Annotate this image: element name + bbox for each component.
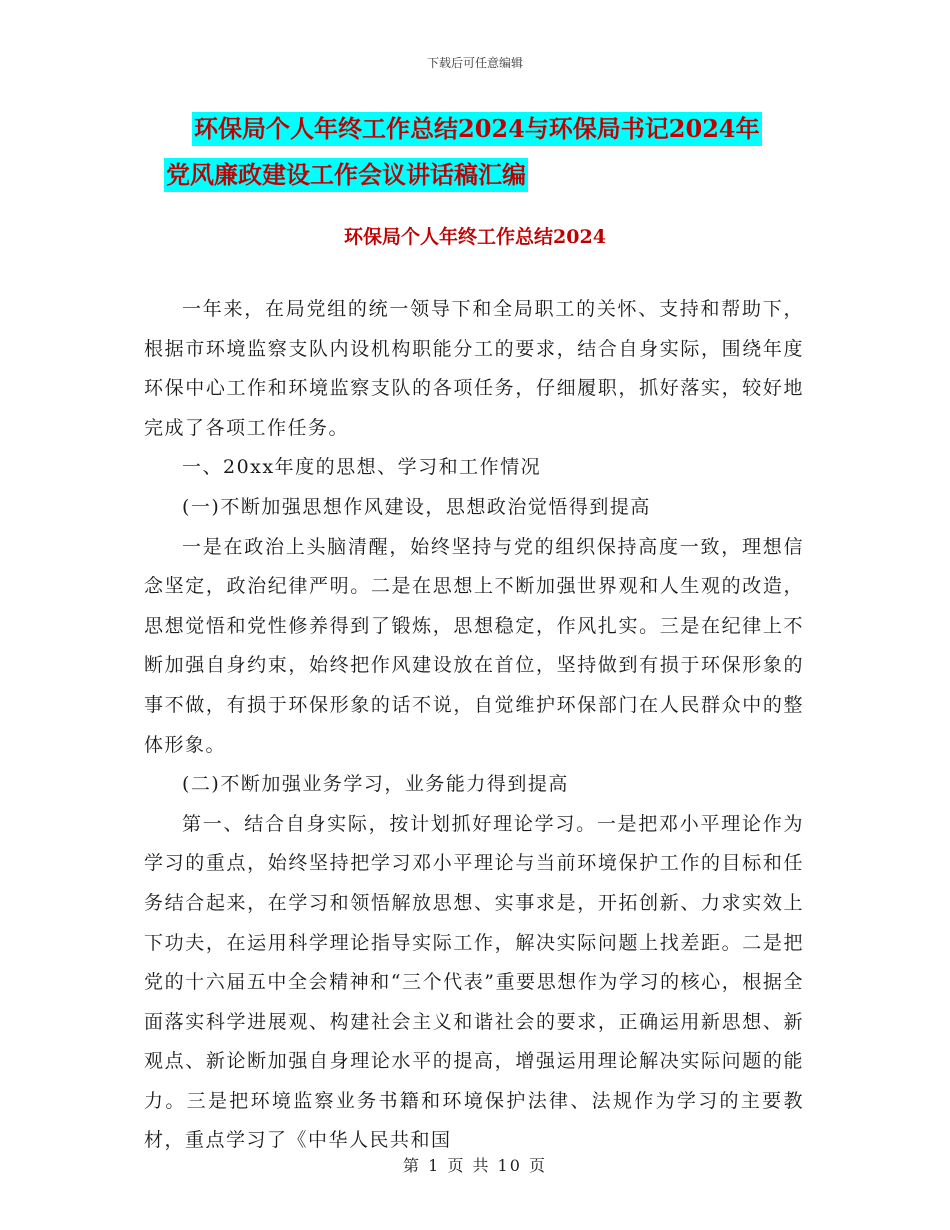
title-line-2: 党风廉政建设工作会议讲话稿汇编	[164, 158, 528, 192]
section-title: 环保局个人年终工作总结2024	[344, 226, 606, 248]
paragraph: 一年来，在局党组的统一领导下和全局职工的关怀、支持和帮助下，根据市环境监察支队内设机构职能分工的要求，结合自身实际，围绕年度环保中心工作和环境监察支队的各项任务，仔细履职，抓好落实，较好地完成了各项工作任务。	[144, 298, 804, 439]
heading-level-1: 一、20xx年度的思想、学习和工作情况	[182, 456, 542, 479]
header-note: 下载后可任意编辑	[426, 56, 523, 70]
title-line-1: 环保局个人年终工作总结2024与环保局书记2024年	[192, 112, 762, 146]
heading-level-2: (二)不断加强业务学习，业务能力得到提高	[182, 773, 569, 796]
paragraph: 一是在政治上头脑清醒，始终坚持与党的组织保持高度一致，理想信念坚定，政治纪律严明。二是在思想上不断加强世界观和人生观的改造，思想觉悟和党性修养得到了锻炼，思想稳定，作风扎实。三是在纪律上不断加强自身约束，始终把作风建设放在首位，坚持做到有损于环保形象的事不做，有损于环保形象的话不说，自觉维护环保部门在人民群众中的整体形象。	[144, 535, 804, 756]
body-text	[144, 290, 804, 1161]
heading-level-2: (一)不断加强思想作风建设，思想政治觉悟得到提高	[182, 495, 651, 518]
paragraph: 第一、结合自身实际，按计划抓好理论学习。一是把邓小平理论作为学习的重点，始终坚持把学习邓小平理论与当前环境保护工作的目标和任务结合起来，在学习和领悟解放思想、实事求是，开拓创新、力求实效上下功夫，在运用科学理论指导实际工作，解决实际问题上找差距。二是把党的十六届五中全会精神和“三个代表”重要思想作为学习的核心，根据全面落实科学进展观、构建社会主义和谐社会的要求，正确运用新思想、新观点、新论断加强自身理论水平的提高，增强运用理论解决实际问题的能力。三是把环境监察业务书籍和环境保护法律、法规作为学习的主要教材，重点学习了《中华人民共和国	[144, 812, 804, 1152]
page-footer: 第 1 页 共 10 页	[403, 1156, 547, 1175]
